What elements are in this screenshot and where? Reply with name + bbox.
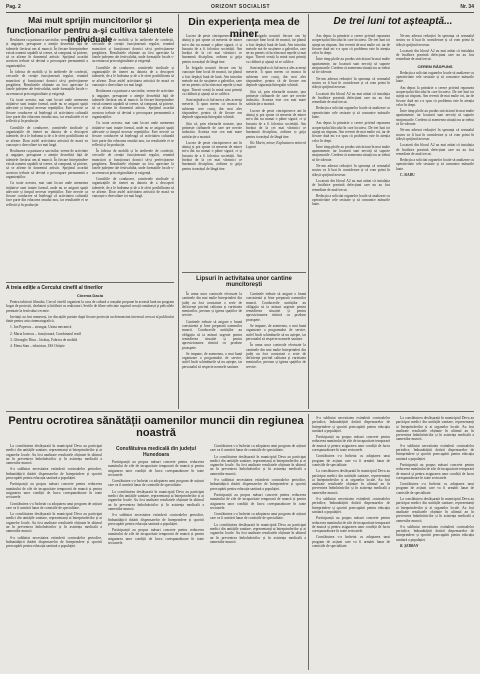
- article3-caps-heading: CEREM RĂSPUNS: [417, 63, 453, 69]
- article1-paragraph: Consiliile de conducere, comitetele sindicale și organizațiile de tineret au datoria de a descoperi talentele, de a le îndruma și de a le oferi posibilitatea să se afirme. Doar astfel activitatea artistică de masă va cunoaște o dezvoltare tot mai largă.: [92, 176, 174, 199]
- article3-author-mark: C. RADU: [400, 173, 415, 178]
- article4-paragraph: S-a subliniat necesitatea extinderii controalelor periodice, îmbunătățirii dotării dispensarelor de întreprindere și sporirii preocupării pentru educația sanitară a populației.: [312, 497, 390, 514]
- article3-paragraph: Între timp ploile au produs stricăciuni în mai multe apartamente, iar locatarii sunt nevoiți să suporte neajunsurile. Credem că asemenea situații nu ar trebui să fie tolerate.: [312, 57, 390, 75]
- article1-paragraph: Cu toate acestea, mai sunt locuri unde asemenea inițiative sunt tratate formal, unde nu se asigură spații adecvate și timpul necesar repetițiilor. Este nevoie ca fiecare conducere să înțeleagă că activitatea culturală face parte din educarea omului nou, iar rezultatele ei se reflectă și în producție.: [92, 121, 174, 147]
- running-header: [6, 2, 474, 13]
- article3-paragraph: Am depus la primărie o cerere privind repararea acoperișului blocului în care locuiesc. De trei luni tot aștept un răspuns. Am revenit de mai multe ori, iar de fiecare dată mi s-a spus că problema este în atenția celor în drept.: [396, 85, 474, 107]
- cinefil-box: [6, 285, 174, 405]
- article4-column-5: [396, 416, 474, 670]
- article3-paragraph: Între timp ploile au produs stricăciuni în mai multe apartamente, iar locatarii sunt nevoiți să suporte neajunsurile. Credem că asemenea situații nu ar trebui să fie tolerate.: [312, 144, 390, 162]
- column-rule: [308, 14, 309, 409]
- article2-paragraph: Știu că, prin eforturile noastre, țara primește cărbunele de care are nevoie industria. Aceasta este cea mai mare satisfacție a noastră.: [182, 121, 242, 139]
- article2-paragraph: În brigada noastră fiecare om își cunoaște bine locul de muncă, iar planul a fost depășit lună de lună. Am introdus metode noi de susținere a galeriilor, care ne-au permis să lucrăm mai repede și mai sigur. Tinerii veniți la mină sunt primiți cu căldură și ajutați să se califice.: [182, 66, 242, 96]
- article3-paragraph: Ne-am adresat redacției în speranța că semnalul nostru va fi luat în considerare și că vom primi în sfârșit sprijinul necesar.: [312, 76, 390, 90]
- cantine-title-block: [182, 276, 306, 290]
- article4-paragraph: La consfătuirea desfășurată în municipiul Deva au participat medici din unitățile sanitare, reprezentanți ai întreprinderilor și ai organelor locale. Au fost analizate rezultatele obținute în ultimul an în prevenirea îmbolnăvirilor și în asistența medicală a oamenilor muncii.: [6, 512, 102, 534]
- article4-paragraph: Participanții au propus măsuri concrete pentru reducerea numărului de zile de incapacitate temporară de muncă și pentru asigurarea unor condiții de lucru corespunzătoare în toate sectoarele.: [396, 462, 474, 480]
- article4-paragraph: La consfătuirea desfășurată în municipiul Deva au participat medici din unitățile sanitare, reprezentanți ai întreprinderilor și ai organelor locale. Au fost analizate rezultatele obținute în ultimul an în prevenirea îmbolnăvirilor și în asistența medicală a oamenilor muncii.: [210, 454, 306, 476]
- article4-paragraph: Participanții au propus măsuri concrete pentru reducerea numărului de zile de incapacitate temporară de muncă și pentru asigurarea unor condiții de lucru corespunzătoare în toate sectoarele.: [108, 460, 204, 477]
- article4-paragraph: La consfătuirea desfășurată în municipiul Deva au participat medici din unitățile sanitare, reprezentanți ai întreprinderilor și ai organelor locale. Au fost analizate rezultatele obținute în ultimul an în prevenirea îmbolnăvirilor și în asistența medicală a oamenilor muncii.: [396, 497, 474, 523]
- article4-paragraph: Consfătuirea s-a încheiat cu adoptarea unui program de acțiuni care va fi urmărit lunar de comisiile de specialitate.: [108, 479, 204, 488]
- column-rule: [308, 414, 309, 670]
- article4-paragraph: S-a subliniat necesitatea extinderii controalelor periodice, îmbunătățirii dotării dispensarelor de întreprindere și sporirii preocupării pentru educația sanitară a populației.: [108, 513, 204, 526]
- article1-paragraph: Realizarea cu pasiune a sarcinilor, vreme de activitate și angajare, presupune o atenție deosebită față de talentele fiecărui om al muncii. În fiecare întreprindere există oameni capabili să creeze, să compună, să picteze, să se afirme în domeniul artistic. Sprijinul acordat acestora trebuie să devină o preocupare permanentă a organizațiilor.: [6, 38, 88, 68]
- article2-paragraph: Lucrez de peste cincisprezece ani în abataj și pot spune că meseria de miner mi-a dat nu numai o pâine sigură, ci și bucuria de a fi folositor societății. Am învățat de la cei mai vârstnici ce înseamnă disciplina, ordinea și grija pentru tovarășul de lângă tine.: [182, 34, 242, 64]
- article3-paragraph: Între timp ploile au produs stricăciuni în mai multe apartamente, iar locatarii sunt nevoiți să suporte neajunsurile. Credem că asemenea situații nu ar trebui să fie tolerate.: [396, 109, 474, 127]
- list-item: 3. Gheorghe Dinu – lăcătuș, Fabrica de mobilă: [10, 338, 78, 343]
- article3-paragraph: Ne-am adresat redacției în speranța că semnalul nostru va fi luat în considerare și că vom primi în sfârșit sprijinul necesar.: [312, 164, 390, 177]
- list-item: 1. Ion Popescu – strungar, Uzina mecanică: [10, 325, 72, 330]
- article4-column-4: [312, 416, 390, 670]
- article1-paragraph: Cu toate acestea, mai sunt locuri unde asemenea inițiative sunt tratate formal, unde nu se asigură spații adecvate și timpul necesar repetițiilor. Este nevoie ca fiecare conducere să înțeleagă că activitatea culturală face parte din educarea omului nou, iar rezultatele ei se reflectă și în producție.: [6, 97, 88, 124]
- cantine-paragraph: Se impune, de asemenea, o mai bună organizare a programului de servire, astfel încât schimburile să nu aștepte, iar personalul să respecte normele sanitare.: [182, 351, 242, 369]
- article2-paragraph: Lucrez de peste cincisprezece ani în abataj și pot spune că meseria de miner mi-a dat nu numai o pâine sigură, ci și bucuria de a fi folositor societății. Am învățat de la cei mai vârstnici ce înseamnă disciplina, ordinea și grija pentru tovarășul de lângă tine.: [246, 108, 306, 139]
- cinefil-paragraph: Invitații au fost numeroși, iar discuțiile purtate după fiecare proiecție au demonstrat interesul crescut al publicului tânăr pentru arta cinematografică.: [6, 314, 174, 324]
- article4-paragraph: La consfătuirea desfășurată în municipiul Deva au participat medici din unitățile sanitare, reprezentanți ai întreprinderilor și ai organelor locale. Au fost analizate rezultatele obținute în ultimul an în prevenirea îmbolnăvirilor și în asistența medicală a oamenilor muncii.: [210, 522, 306, 544]
- article2-paragraph: Sunt mândru că fiul meu a ales aceeași meserie. Îi spun mereu că munca în subteran cere curaj, dar mai ales răspundere, pentru că de fiecare om depinde siguranța întregului schimb.: [182, 98, 242, 120]
- list-item: 4. Elena Stan – tehnician, IAS Orăștie: [10, 344, 65, 349]
- article4-paragraph: Consfătuirea s-a încheiat cu adoptarea unui program de acțiuni care va fi urmărit lunar de comisiile de specialitate.: [210, 512, 306, 521]
- article4-paragraph: S-a subliniat necesitatea extinderii controalelor periodice, îmbunătățirii dotării dispensarelor de întreprindere și sporirii preocupării pentru educația sanitară a populației.: [396, 524, 474, 542]
- article4-column-2: [108, 444, 204, 670]
- column-rule: [178, 14, 179, 409]
- article4-paragraph: Participanții au propus măsuri concrete pentru reducerea numărului de zile de incapacitate temporară de muncă și pentru asigurarea unor condiții de lucru corespunzătoare în toate sectoarele.: [6, 482, 102, 500]
- cantine-column-1: [182, 292, 242, 408]
- cantine-paragraph: Cantinele trebuie să asigure o hrană consistentă și bine preparată oamenilor muncii. Conducerile unităților au obligația să ia măsuri urgente pentru remedierea situației și pentru aprovizionarea ritmică cu produse proaspete.: [246, 292, 306, 322]
- article1-column-2: [92, 38, 174, 278]
- article3-column-2: [396, 34, 474, 408]
- article2-paragraph: Sunt mândru că fiul meu a ales aceeași meserie. Îi spun mereu că munca în subteran cere curaj, dar mai ales răspundere, pentru că de fiecare om depinde siguranța întregului schimb.: [246, 66, 306, 88]
- cantine-paragraph: În urma unor controale efectuate la cantinele din mai multe întreprinderi din județ au fost constatate o serie de deficiențe privind calitatea și varietatea meniurilor, precum și igiena spațiilor de servire.: [246, 343, 306, 369]
- article1-paragraph: Consiliile de conducere, comitetele sindicale și organizațiile de tineret au datoria de a descoperi talentele, de a le îndruma și de a le oferi posibilitatea să se afirme. Doar astfel activitatea artistică de masă va cunoaște o dezvoltare tot mai largă.: [92, 65, 174, 87]
- article4-paragraph: S-a subliniat necesitatea extinderii controalelor periodice, îmbunătățirii dotării dispensarelor de întreprindere și sporirii preocupării pentru educația sanitară a populației.: [312, 416, 390, 433]
- article2-title-block: [182, 16, 306, 40]
- article4-paragraph: S-a subliniat necesitatea extinderii controalelor periodice, îmbunătățirii dotării dispensarelor de întreprindere și sporirii preocupării pentru educația sanitară a populației.: [6, 467, 102, 481]
- article4-paragraph: S-a subliniat necesitatea extinderii controalelor periodice, îmbunătățirii dotării dispensarelor de întreprindere și sporirii preocupării pentru educația sanitară a populației.: [210, 478, 306, 491]
- article4-paragraph: La consfătuirea desfășurată în municipiul Deva au participat medici din unitățile sanitare, reprezentanți ai întreprinderilor și ai organelor locale. Au fost analizate rezultatele obținute în ultimul an în prevenirea îmbolnăvirilor și în asistența medicală a oamenilor muncii.: [6, 444, 102, 466]
- article2-signature: Ilie Marin, miner, Exploatarea minieră Lupeni: [246, 140, 306, 150]
- article4-paragraph: Consfătuirea s-a încheiat cu adoptarea unui program de acțiuni care va fi urmărit lunar de comisiile de specialitate.: [396, 482, 474, 495]
- cantine-title: Lipsuri în activitatea unor cantine muncitorești: [196, 276, 292, 288]
- page-number: Pag. 2: [6, 4, 21, 10]
- article1-paragraph: În fabrica de mobilă și în atelierele de confecții, cercurile de creație funcționează regulat, reunind muncitori și funcționari dornici să-și perfecționeze pregătirea. Rezultatele obținute au fost apreciate la fazele județene ale festivalului, unde formațiile locale s-au remarcat prin originalitate și exigență.: [92, 38, 174, 64]
- article4-title-block: [6, 415, 306, 441]
- article4-paragraph: Consfătuirea s-a încheiat cu adoptarea unui program de acțiuni care va fi urmărit lunar de comisiile de specialitate.: [312, 454, 390, 467]
- article3-paragraph: Locatarii din blocul A2 au mai arătat că instalația de încălzire prezintă defecțiuni care nu au fost remediate de anul trecut.: [312, 91, 390, 105]
- article3-paragraph: Ne-am adresat redacției în speranța că semnalul nostru va fi luat în considerare și că vom primi în sfârșit sprijinul necesar.: [396, 128, 474, 141]
- article4-paragraph: S-a subliniat necesitatea extinderii controalelor periodice, îmbunătățirii dotării dispensarelor de întreprindere și sporirii preocupării pentru educația sanitară a populației.: [6, 535, 102, 549]
- article3-paragraph: Redacția a solicitat organelor locale să analizeze cu operativitate cele sesizate și să comunice măsurile luate.: [312, 106, 390, 120]
- article1-paragraph: Realizarea cu pasiune a sarcinilor, vreme de activitate și angajare, presupune o atenție deosebită față de talentele fiecărui om al muncii. În fiecare întreprindere există oameni capabili să creeze, să compună, să picteze, să se afirme în domeniul artistic. Sprijinul acordat acestora trebuie să devină o preocupare permanentă a organizațiilor.: [6, 149, 88, 179]
- article4-paragraph: La consfătuirea desfășurată în municipiul Deva au participat medici din unitățile sanitare, reprezentanți ai întreprinderilor și ai organelor locale. Au fost analizate rezultatele obținute în ultimul an în prevenirea îmbolnăvirilor și în asistența medicală a oamenilor muncii.: [312, 469, 390, 495]
- cinefil-title: A treia ediție a Cercului cinefil al tinerilor: [6, 285, 103, 291]
- cantine-paragraph: Cantinele trebuie să asigure o hrană consistentă și bine preparată oamenilor muncii. Conducerile unităților au obligația să ia măsuri urgente pentru remedierea situației și pentru aprovizionarea ritmică cu produse proaspete.: [182, 319, 242, 350]
- article4-column-3: [210, 444, 306, 670]
- article1-paragraph: În fabrica de mobilă și în atelierele de confecții, cercurile de creație funcționează regulat, reunind muncitori și funcționari dornici să-și perfecționeze pregătirea. Rezultatele obținute au fost apreciate la fazele județene ale festivalului, unde formațiile locale s-au remarcat prin originalitate și exigență.: [6, 70, 88, 96]
- article3-paragraph: Locatarii din blocul A2 au mai arătat că instalația de încălzire prezintă defecțiuni care nu au fost remediate de anul trecut.: [396, 143, 474, 156]
- article3-paragraph: Redacția a solicitat organelor locale să analizeze cu operativitate cele sesizate și să comunice măsurile luate.: [396, 70, 474, 84]
- article3-paragraph: Redacția a solicitat organelor locale să analizeze cu operativitate cele sesizate și să comunice măsurile luate.: [312, 193, 390, 207]
- cinefil-subtitle: Cinema Dacia: [76, 293, 104, 298]
- article1-title-block: [6, 15, 174, 44]
- newspaper-title: ORIZONT SOCIALIST: [211, 4, 271, 10]
- article4-paragraph: Consfătuirea s-a încheiat cu adoptarea unui program de acțiuni care va fi urmărit lunar de comisiile de specialitate.: [312, 535, 390, 549]
- cantine-column-2: [246, 292, 306, 408]
- divider: [182, 272, 306, 273]
- article1-paragraph: În fabrica de mobilă și în atelierele de confecții, cercurile de creație funcționează regulat, reunind muncitori și funcționari dornici să-și perfecționeze pregătirea. Rezultatele obținute au fost apreciate la fazele județene ale festivalului, unde formațiile locale s-au remarcat prin originalitate și exigență.: [92, 149, 174, 175]
- issue-number: Nr. 34: [460, 4, 474, 10]
- article3-paragraph: Locatarii din blocul A2 au mai arătat că instalația de încălzire prezintă defecțiuni care nu au fost remediate de anul trecut.: [312, 178, 390, 192]
- article1-column-1: [6, 38, 88, 278]
- article4-column-1: [6, 444, 102, 670]
- article2-paragraph: Lucrez de peste cincisprezece ani în abataj și pot spune că meseria de miner mi-a dat nu numai o pâine sigură, ci și bucuria de a fi folositor societății. Am învățat de la cei mai vârstnici ce înseamnă disciplina, ordinea și grija pentru tovarășul de lângă tine.: [182, 140, 242, 171]
- list-item: 2. Maria Ionescu – funcționară, Combinatul textil: [10, 331, 82, 336]
- article2-column-2: [246, 34, 306, 270]
- cantine-paragraph: În urma unor controale efectuate la cantinele din mai multe întreprinderi din județ au fost constatate o serie de deficiențe privind calitatea și varietatea meniurilor, precum și igiena spațiilor de servire.: [182, 292, 242, 318]
- article4-paragraph: La consfătuirea desfășurată în municipiul Deva au participat medici din unitățile sanitare, reprezentanți ai întreprinderilor și ai organelor locale. Au fost analizate rezultatele obținute în ultimul an în prevenirea îmbolnăvirilor și în asistența medicală a oamenilor muncii.: [396, 416, 474, 442]
- article4-paragraph: La consfătuirea desfășurată în municipiul Deva au participat medici din unitățile sanitare, reprezentanți ai întreprinderilor și ai organelor locale. Au fost analizate rezultatele obținute în ultimul an în prevenirea îmbolnăvirilor și în asistența medicală a oamenilor muncii.: [108, 489, 204, 511]
- article3-paragraph: Redacția a solicitat organelor locale să analizeze cu operativitate cele sesizate și să comunice măsurile luate.: [396, 158, 474, 171]
- article2-column-1: [182, 34, 242, 270]
- article1-title: Mai mult sprijin muncitorilor și funcționarilor pentru a-și cultiva talentele individuale: [6, 15, 174, 44]
- article2-paragraph: În brigada noastră fiecare om își cunoaște bine locul de muncă, iar planul a fost depășit lună de lună. Am introdus metode noi de susținere a galeriilor, care ne-au permis să lucrăm mai repede și mai sigur. Tinerii veniți la mină sunt primiți cu căldură și ajutați să se califice.: [246, 34, 306, 64]
- article4-paragraph: S-a subliniat necesitatea extinderii controalelor periodice, îmbunătățirii dotării dispensarelor de întreprindere și sporirii preocupării pentru educația sanitară a populației.: [396, 443, 474, 461]
- article4-subhead: Consfătuirea medicală din județul Hunedoara: [115, 446, 196, 458]
- article2-paragraph: Știu că, prin eforturile noastre, țara primește cărbunele de care are nevoie industria. Aceasta este cea mai mare satisfacție a noastră.: [246, 89, 306, 107]
- article1-paragraph: Cu toate acestea, mai sunt locuri unde asemenea inițiative sunt tratate formal, unde nu se asigură spații adecvate și timpul necesar repetițiilor. Este nevoie ca fiecare conducere să înțeleagă că activitatea culturală face parte din educarea omului nou, iar rezultatele ei se reflectă și în producție.: [6, 181, 88, 207]
- cantine-paragraph: Se impune, de asemenea, o mai bună organizare a programului de servire, astfel încât schimburile să nu aștepte, iar personalul să respecte normele sanitare.: [246, 324, 306, 341]
- article1-paragraph: Realizarea cu pasiune a sarcinilor, vreme de activitate și angajare, presupune o atenție deosebită față de talentele fiecărui om al muncii. În fiecare întreprindere există oameni capabili să creeze, să compună, să picteze, să se afirme în domeniul artistic. Sprijinul acordat acestora trebuie să devină o preocupare permanentă a organizațiilor.: [92, 89, 174, 120]
- section-divider: [6, 411, 474, 412]
- article3-paragraph: Locatarii din blocul A2 au mai arătat că instalația de încălzire prezintă defecțiuni care nu au fost remediate de anul trecut.: [396, 48, 474, 62]
- article3-paragraph: Ne-am adresat redacției în speranța că semnalul nostru va fi luat în considerare și că vom primi în sfârșit sprijinul necesar.: [396, 34, 474, 47]
- cinefil-paragraph: Pentru iubitorii filmului, Cercul cinefil organizat la casa de cultură a orașului propune în această lună un program bogat de proiecții, dezbateri și întâlniri cu realizatori. Seriile de filme selectate cuprind creații românești și peliculele premiate la festivaluri recente.: [6, 300, 174, 313]
- article3-paragraph: Am depus la primărie o cerere privind repararea acoperișului blocului în care locuiesc. De trei luni tot aștept un răspuns. Am revenit de mai multe ori, iar de fiecare dată mi s-a spus că problema este în atenția celor în drept.: [312, 121, 390, 143]
- article4-paragraph: Consfătuirea s-a încheiat cu adoptarea unui program de acțiuni care va fi urmărit lunar de comisiile de specialitate.: [210, 444, 306, 453]
- article3-title: De trei luni tot așteaptă...: [333, 16, 453, 27]
- article3-title-block: [312, 16, 474, 30]
- article4-title: Pentru ocrotirea sănătății oamenilor muncii din regiunea noastră: [8, 415, 304, 439]
- article4-paragraph: Participanții au propus măsuri concrete pentru reducerea numărului de zile de incapacitate temporară de muncă și pentru asigurarea unor condiții de lucru corespunzătoare în toate sectoarele.: [312, 435, 390, 453]
- article4-signature: R. ȘERBAN: [400, 544, 419, 549]
- article1-paragraph: Consiliile de conducere, comitetele sindicale și organizațiile de tineret au datoria de a descoperi talentele, de a le îndruma și de a le oferi posibilitatea să se afirme. Doar astfel activitatea artistică de masă va cunoaște o dezvoltare tot mai largă.: [6, 125, 88, 147]
- article4-paragraph: Participanții au propus măsuri concrete pentru reducerea numărului de zile de incapacitate temporară de muncă și pentru asigurarea unor condiții de lucru corespunzătoare în toate sectoarele.: [108, 528, 204, 546]
- article3-column-1: [312, 34, 390, 408]
- article4-paragraph: Participanții au propus măsuri concrete pentru reducerea numărului de zile de incapacitate temporară de muncă și pentru asigurarea unor condiții de lucru corespunzătoare în toate sectoarele.: [312, 516, 390, 534]
- article2-title: Din experiența mea de miner: [188, 16, 300, 40]
- divider: [6, 282, 174, 283]
- article3-paragraph: Am depus la primărie o cerere privind repararea acoperișului blocului în care locuiesc. De trei luni tot aștept un răspuns. Am revenit de mai multe ori, iar de fiecare dată mi s-a spus că problema este în atenția celor în drept.: [312, 34, 390, 56]
- article4-paragraph: Participanții au propus măsuri concrete pentru reducerea numărului de zile de incapacitate temporară de muncă și pentru asigurarea unor condiții de lucru corespunzătoare în toate sectoarele.: [210, 492, 306, 510]
- article4-paragraph: Consfătuirea s-a încheiat cu adoptarea unui program de acțiuni care va fi urmărit lunar de comisiile de specialitate.: [6, 501, 102, 510]
